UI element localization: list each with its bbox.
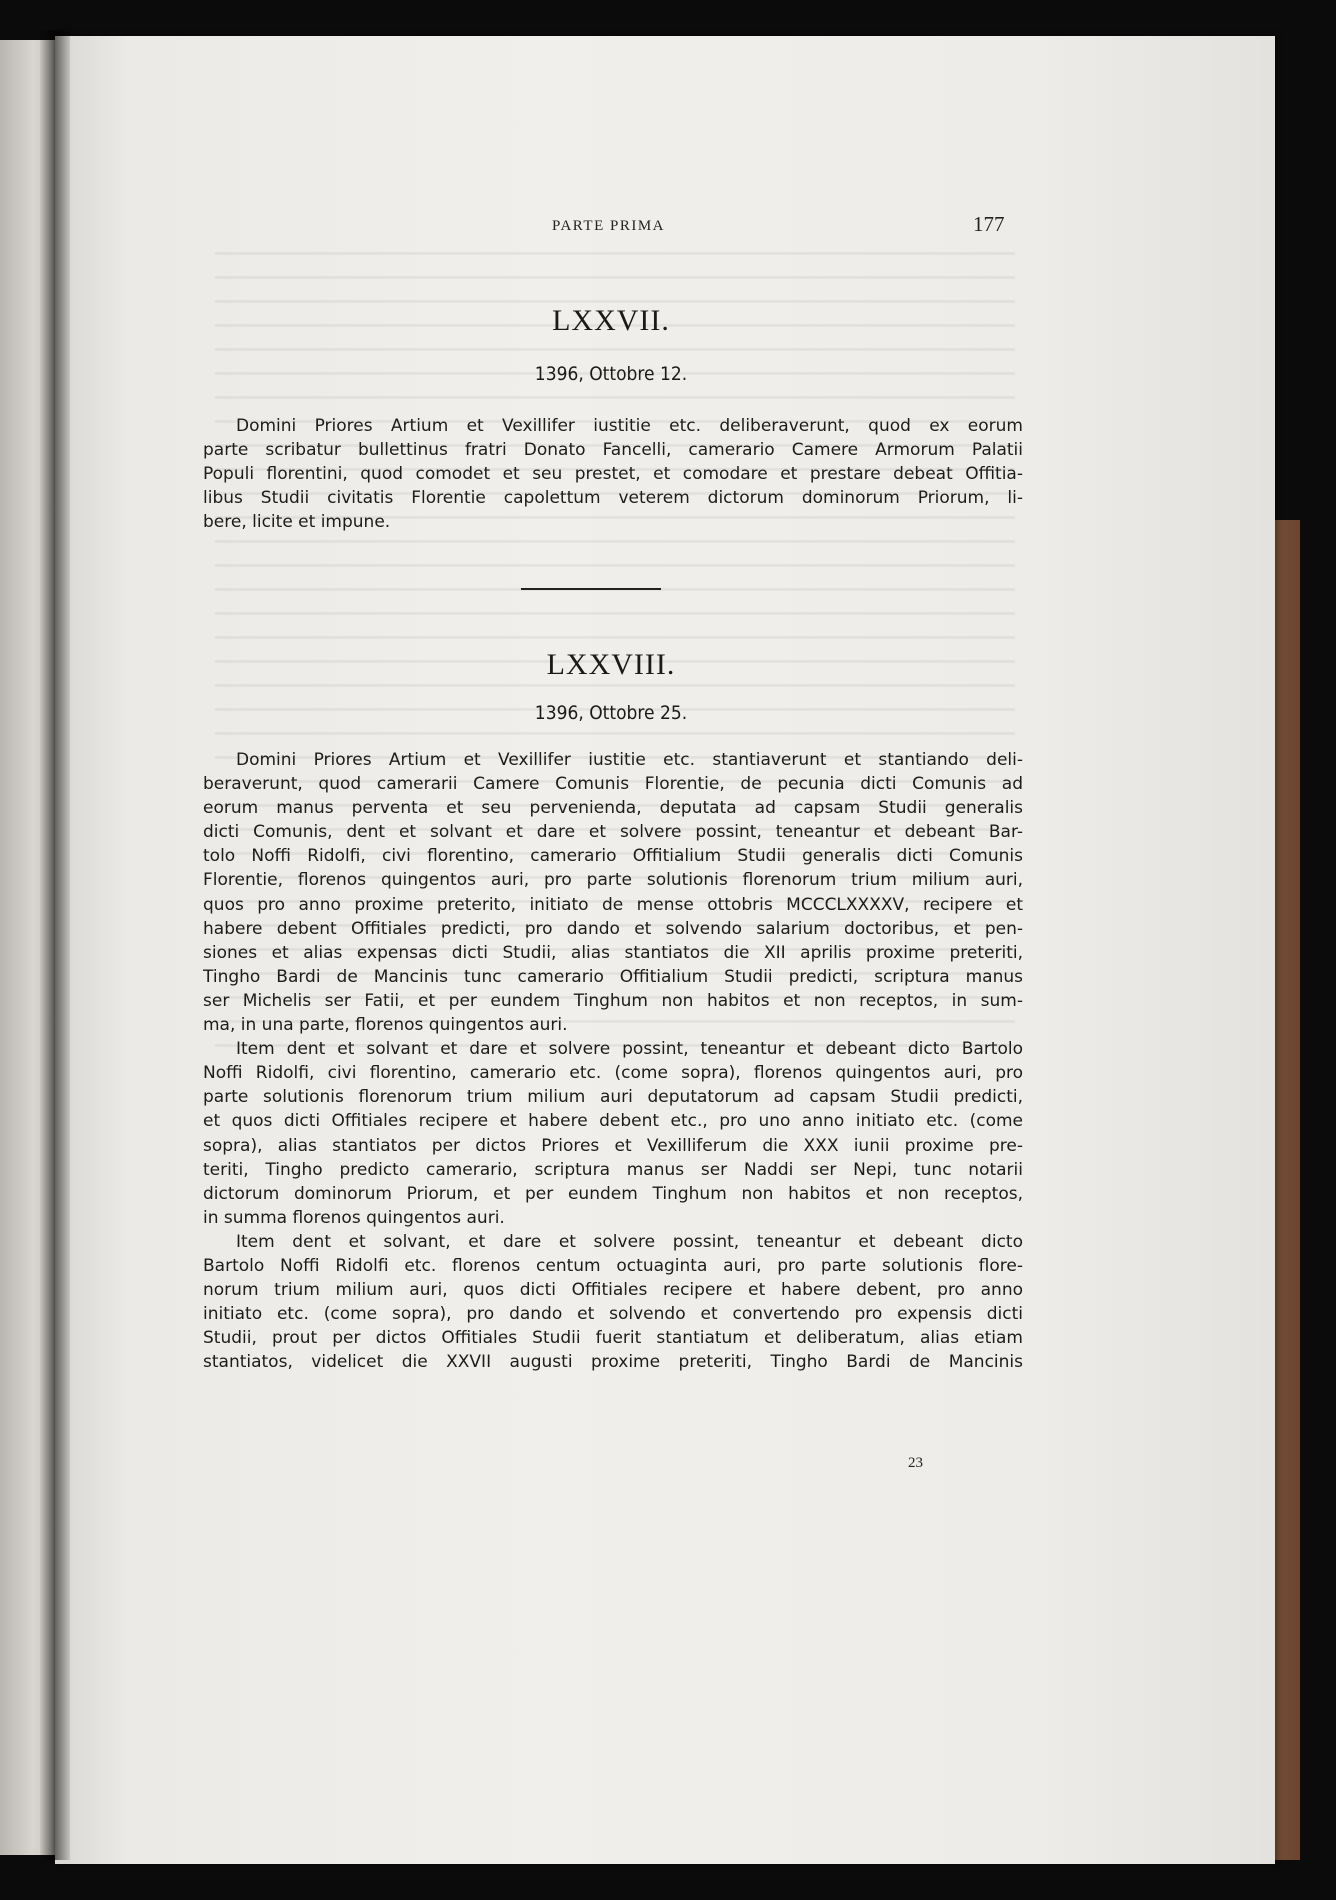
text-line: dictorum dominorum Priorum, et per eundem Tinghum non habitos et non receptos, xyxy=(203,1183,1023,1204)
text-line: Florentie, florenos quingentos auri, pro parte solutionis florenorum trium milium auri, xyxy=(203,870,1023,891)
text-line: in summa florenos quingentos auri. xyxy=(203,1207,505,1228)
text-line: habere debent Offitiales predicti, pro dando et solvendo salarium doctoribus, et pen- xyxy=(203,918,1023,939)
text-line: Studii, prout per dictos Offitiales Studii fuerit stantiatum et deliberatum, alias etiam xyxy=(203,1328,1023,1349)
text-line: parte solutionis florenorum trium milium auri deputatorum ad capsam Studii predicti, xyxy=(203,1087,1023,1108)
text-line: stantiatos, videlicet die XXVII augusti proxime preteriti, Tingho Bardi de Mancinis xyxy=(203,1352,1023,1373)
page-number: 177 xyxy=(973,212,1005,236)
text-line: Item dent et solvant, et dare et solvere possint, teneantur et debeant dicto xyxy=(236,1231,1023,1252)
text-line: tolo Noffi Ridolfi, civi florentino, camerario Offitialium Studii generalis dicti Comunis xyxy=(203,846,1023,867)
text-line: initiato etc. (come sopra), pro dando et solvendo et convertendo pro expensis dicti xyxy=(203,1304,1023,1325)
document-number: LXXVIII. xyxy=(546,648,676,681)
text-line: quos pro anno proxime preterito, initiato de mense ottobris MCCCLXXXXV, recipere et xyxy=(203,894,1023,915)
text-line: Bartolo Noffi Ridolfi etc. florenos centum octuaginta auri, pro parte solutionis flore- xyxy=(203,1255,1023,1276)
text-line: ser Michelis ser Fatii, et per eundem Tinghum non habitos et non receptos, in sum- xyxy=(203,990,1023,1011)
text-line: norum trium milium auri, quos dicti Offitiales recipere et habere debent, pro anno xyxy=(203,1280,1023,1301)
text-line: eorum manus perventa et seu pervenienda, deputata ad capsam Studii generalis xyxy=(203,798,1023,819)
text-line: dicti Comunis, dent et solvant et dare et solvere possint, teneantur et debeant Bar- xyxy=(203,822,1023,843)
text-line: et quos dicti Offitiales recipere et habere debent etc., pro uno anno initiato etc. (come xyxy=(203,1111,1023,1132)
text-line: Item dent et solvant et dare et solvere possint, teneantur et debeant dicto Bartolo xyxy=(236,1039,1023,1060)
text-line: Tingho Bardi de Mancinis tunc camerario Offitialium Studii predicti, scriptura manus xyxy=(203,966,1023,987)
text-line: Domini Priores Artium et Vexillifer iustitie etc. stantiaverunt et stantiando deli- xyxy=(236,750,1023,770)
text-line: Domini Priores Artium et Vexillifer iustitie etc. deliberaverunt, quod ex eorum xyxy=(236,416,1023,436)
text-line: Populi florentini, quod comodet et seu prestet, et comodare et prestare debeat Offitia- xyxy=(203,464,1023,485)
document-date: 1396, Ottobre 12. xyxy=(534,363,688,385)
text-line: libus Studii civitatis Florentie capolettum veterem dictorum dominorum Priorum, li- xyxy=(203,488,1023,509)
text-line: bere, licite et impune. xyxy=(203,512,391,533)
document-date: 1396, Ottobre 25. xyxy=(534,702,688,724)
text-line: siones et alias expensas dicti Studii, alias stantiatos die XII aprilis proxime preteriti, xyxy=(203,942,1023,963)
text-line: beraverunt, quod camerarii Camere Comunis Florentie, de pecunia dicti Comunis ad xyxy=(203,774,1023,795)
text-line: sopra), alias stantiatos per dictos Priores et Vexilliferum die XXX iunii proxime pre- xyxy=(203,1135,1023,1156)
document-body xyxy=(203,414,1023,534)
document-body xyxy=(203,748,1023,1374)
text-line: parte scribatur bullettinus fratri Donato Fancelli, camerario Camere Armorum Palatii xyxy=(203,440,1023,461)
book-page xyxy=(55,36,1275,1864)
document-number: LXXVII. xyxy=(552,304,670,337)
running-head: PARTE PRIMA xyxy=(552,218,665,234)
gutter-shadow xyxy=(40,30,70,1860)
text-line: Noffi Ridolfi, civi florentino, camerario etc. (come sopra), florenos quingentos auri, pro xyxy=(203,1063,1023,1084)
section-divider xyxy=(521,588,661,590)
text-line: teriti, Tingho predicto camerario, scriptura manus ser Naddi ser Nepi, tunc notarii xyxy=(203,1159,1023,1180)
text-line: ma, in una parte, florenos quingentos auri. xyxy=(203,1015,568,1036)
signature-mark: 23 xyxy=(908,1455,923,1471)
